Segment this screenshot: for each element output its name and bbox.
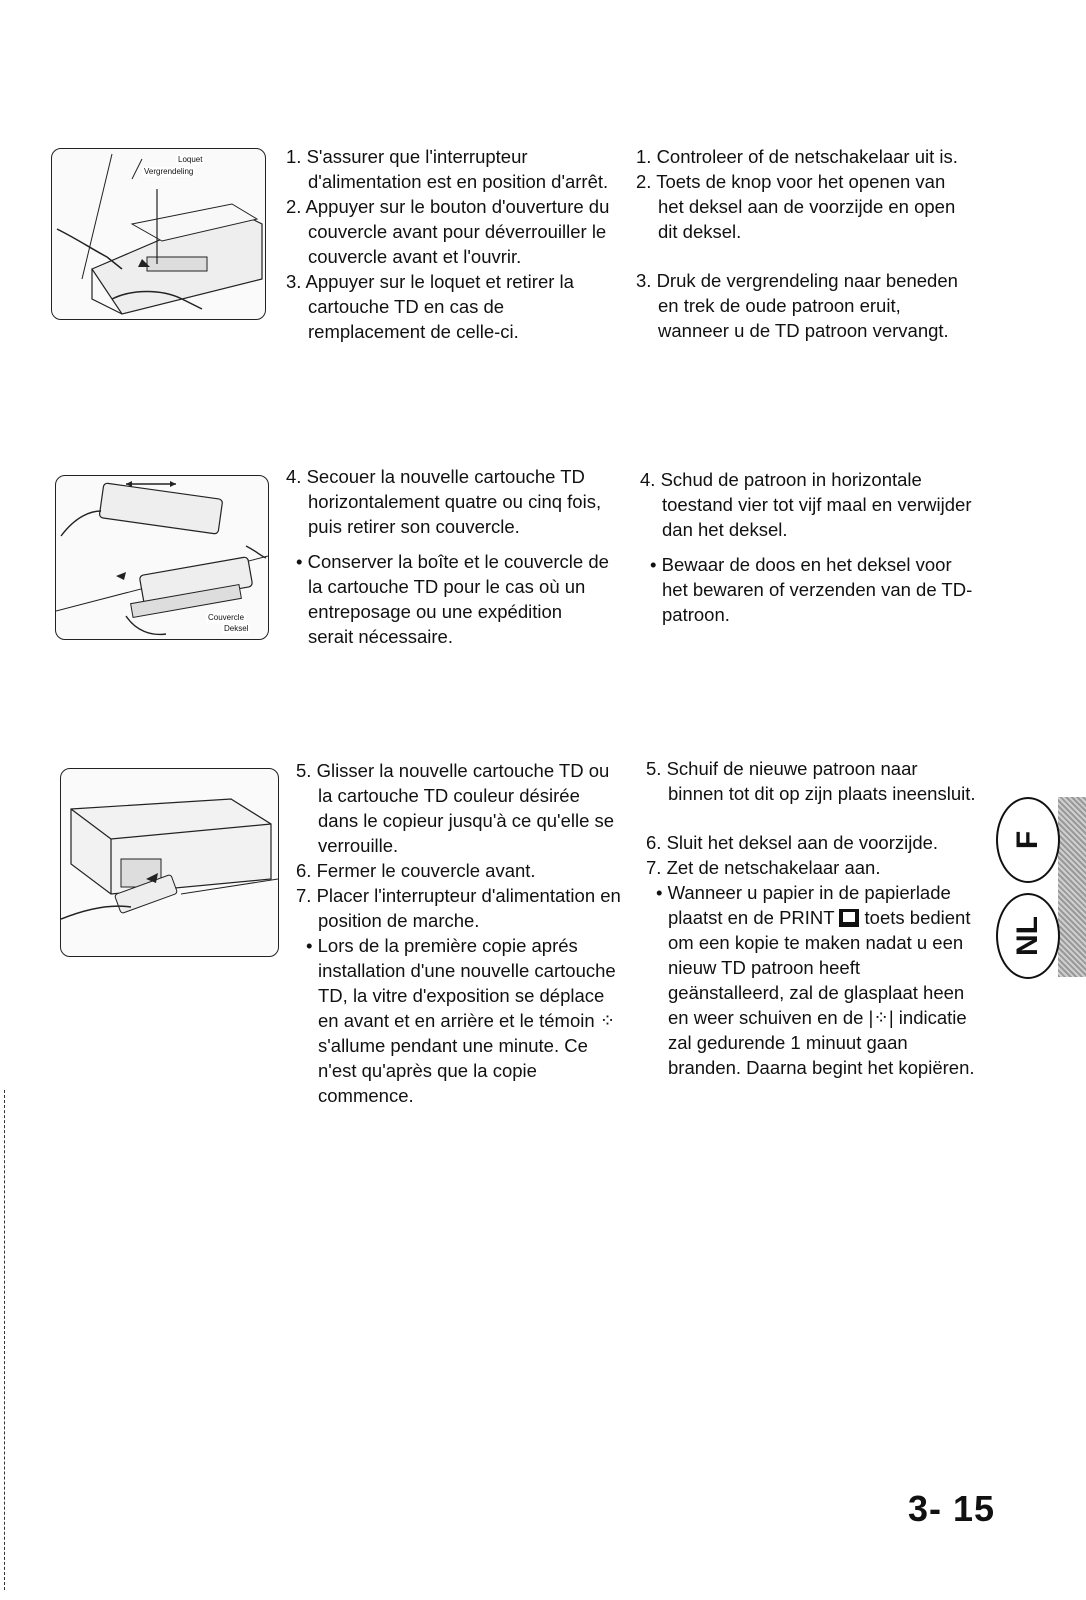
section2-dutch-column xyxy=(640,467,976,627)
page-number: 3- 15 xyxy=(908,1488,996,1529)
nl-step-7-note xyxy=(646,880,976,1080)
fr-step-4: 4. Secouer la nouvelle cartouche TD horizontalement quatre ou cinq fois, puis retirer son couvercle. xyxy=(286,466,602,537)
fr-step-4-note: • Conserver la boîte et le couvercle de la cartouche TD pour le cas où un entreposage ou une expédition serait nécessaire. xyxy=(296,551,609,647)
figure-insert-cartridge-illustration xyxy=(60,768,279,957)
nl-step-1: 1. Controleer of de netschakelaar uit is. xyxy=(636,146,958,167)
callout-couvercle: Couvercle xyxy=(208,613,245,622)
cartridge-insert-drawing xyxy=(61,769,278,956)
binding-margin-line xyxy=(4,1090,5,1590)
figure-shake-cartridge-illustration xyxy=(55,475,269,640)
nl-step-4: 4. Schud de patroon in horizontale toestand vier tot vijf maal en verwijder dan het deksel. xyxy=(640,469,972,540)
tab-french-label: F xyxy=(1010,830,1044,850)
fr-step-1: 1. S'assurer que l'interrupteur d'alimentation est en position d'arrêt. xyxy=(286,146,609,192)
nl-step-7: 7. Zet de netschakelaar aan. xyxy=(646,857,881,878)
nl-step-3: 3. Druk de vergrendeling naar beneden en trek de oude patroon eruit, wanneer u de TD patroon vervangt. xyxy=(636,270,958,341)
tab-dutch-label: NL xyxy=(1011,916,1044,956)
figure-latch-illustration xyxy=(51,148,266,320)
nl-step-2: 2. Toets de knop voor het openen van het deksel aan de voorzijde en open dit deksel. xyxy=(636,171,956,242)
section2-french-column xyxy=(286,464,612,649)
section1-french-column xyxy=(286,144,612,344)
fr-step-5: 5. Glisser la nouvelle cartouche TD ou la cartouche TD couleur désirée dans le copieur jusqu'à ce qu'elle se verrouille. xyxy=(296,760,615,856)
fr-step-3: 3. Appuyer sur le loquet et retirer la cartouche TD en cas de remplacement de celle-ci. xyxy=(286,271,574,342)
callout-loquet: Loquet xyxy=(178,155,203,164)
fr-step-2: 2. Appuyer sur le bouton d'ouverture du couvercle avant pour déverrouiller le couvercle avant et l'ouvrir. xyxy=(286,196,610,267)
fr-step-6: 6. Fermer le couvercle avant. xyxy=(296,860,536,881)
nl-step-6: 6. Sluit het deksel aan de voorzijde. xyxy=(646,832,939,853)
tab-french xyxy=(996,797,1060,883)
nl-step-7-note-part-a: • Wanneer u papier in de papierlade plaatst en de PRINT xyxy=(656,882,951,928)
section3-dutch-column xyxy=(646,756,976,1080)
fr-step-7: 7. Placer l'interrupteur d'alimentation en position de marche. xyxy=(296,885,621,931)
callout-vergrendeling: Vergrendeling xyxy=(144,167,194,176)
language-tab-strip xyxy=(1058,797,1086,977)
tab-dutch xyxy=(996,893,1060,979)
nl-step-4-note: • Bewaar de doos en het deksel voor het bewaren of verzenden van de TD-patroon. xyxy=(650,554,973,625)
callout-deksel: Deksel xyxy=(224,624,249,633)
nl-step-5: 5. Schuif de nieuwe patroon naar binnen tot dit op zijn plaats ineensluit. xyxy=(646,758,976,804)
fr-step-7-note: • Lors de la première copie aprés installation d'une nouvelle cartouche TD, la vitre d'exposition se déplace en avant et en arrière et le témoin ⁘ s'allume pendant une minute. Ce n'est qu'après que la copie commence. xyxy=(306,935,616,1106)
section1-dutch-column xyxy=(636,144,976,343)
nl-step-7-note-part-b: toets bedient om een kopie te maken nadat u een nieuw TD patroon heeft geänstalleerd, zal de glasplaat heen en weer schuiven en de |⁘| indicatie zal gedurende 1 minuut gaan branden. Daarna begint het kopiëren. xyxy=(668,907,975,1078)
section3-french-column xyxy=(296,758,622,1108)
print-key-icon xyxy=(839,909,859,927)
